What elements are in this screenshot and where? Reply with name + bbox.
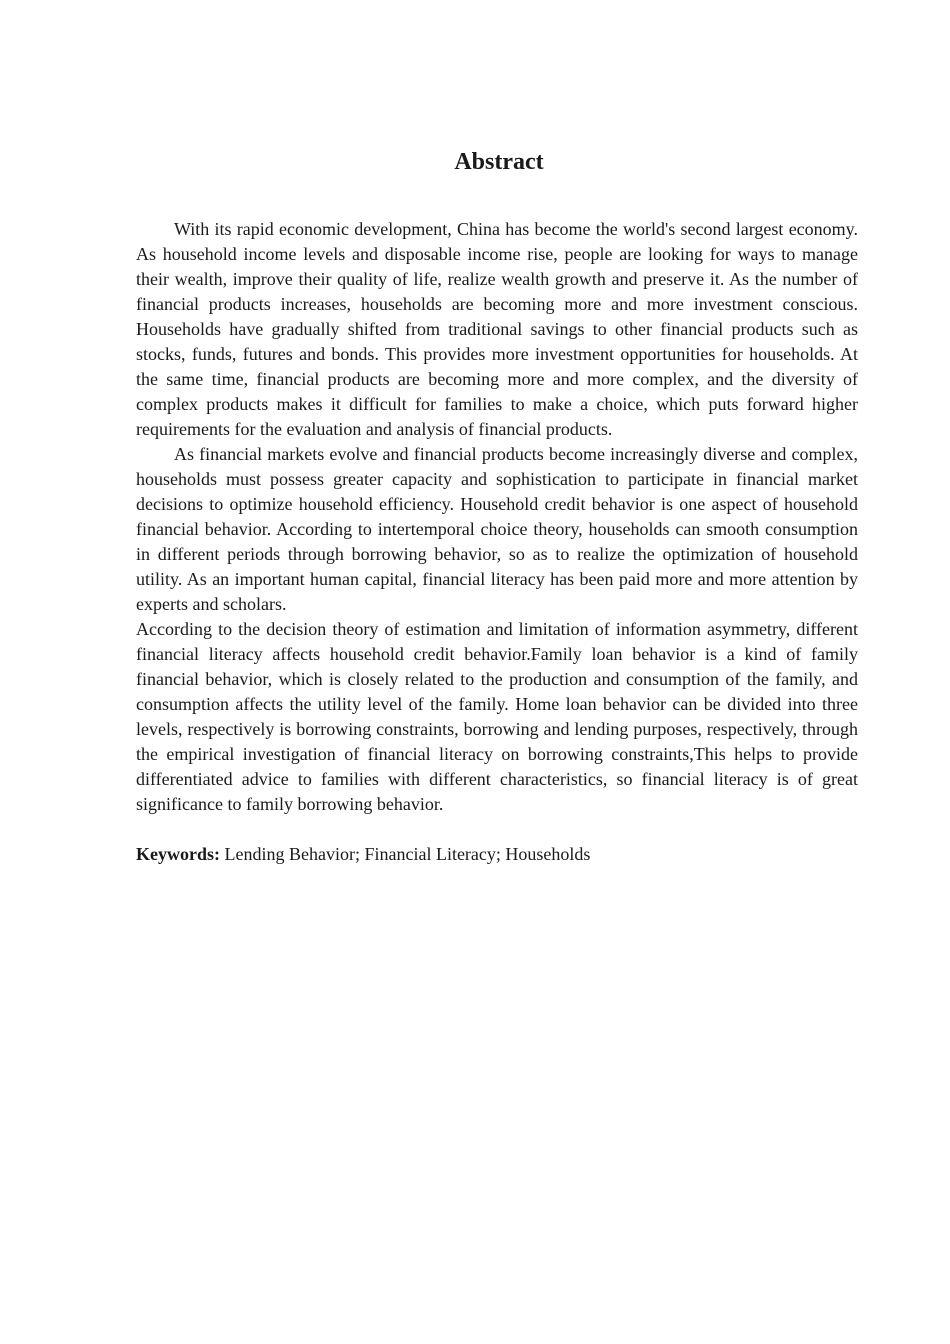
abstract-section [136, 140, 858, 867]
abstract-paragraph-2: As financial markets evolve and financial products become increasingly diverse and complex, households must possess greater capacity and sophistication to participate in financial market decisions to optimize household efficiency. Household credit behavior is one aspect of household financial behavior. According to intertemporal choice theory, households can smooth consumption in different periods through borrowing behavior, so as to realize the optimization of household utility. As an important human capital, financial literacy has been paid more and more attention by experts and scholars. [136, 444, 858, 614]
abstract-paragraph-1: With its rapid economic development, China has become the world's second largest economy. As household income levels and disposable income rise, people are looking for ways to manage their wealth, improve their quality of life, realize wealth growth and preserve it. As the number of financial products increases, households are becoming more and more investment conscious. Households have gradually shifted from traditional savings to other financial products such as stocks, funds, futures and bonds. This provides more investment opportunities for households. At the same time, financial products are becoming more and more complex, and the diversity of complex products makes it difficult for families to make a choice, which puts forward higher requirements for the evaluation and analysis of financial products. [136, 219, 858, 439]
keywords-line [136, 842, 858, 867]
keywords-label: Keywords: [136, 844, 220, 864]
keywords-text: Lending Behavior; Financial Literacy; Households [220, 844, 591, 864]
abstract-paragraph-3: According to the decision theory of estimation and limitation of information asymmetry, different financial literacy affects household credit behavior.Family loan behavior is a kind of family financial behavior, which is closely related to the production and consumption of the family, and consumption affects the utility level of the family. Home loan behavior can be divided into three levels, respectively is borrowing constraints, borrowing and lending purposes, respectively, through the empirical investigation of financial literacy on borrowing constraints,This helps to provide differentiated advice to families with different characteristics, so financial literacy is of great significance to family borrowing behavior. [136, 619, 858, 814]
abstract-title: Abstract [454, 149, 544, 175]
